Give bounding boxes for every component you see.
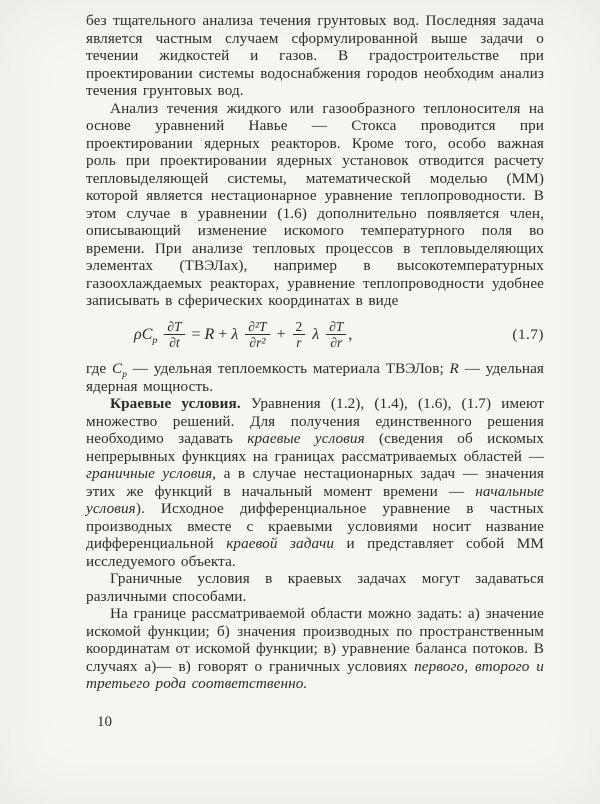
paragraph-boundary-methods: Граничные условия в краевых задачах могут задаваться различными способами.: [86, 570, 544, 605]
eq-plus-operator: +: [276, 325, 286, 343]
eq-f2-numerator: ∂²T: [245, 319, 269, 336]
paragraph-boundary-types: На границе рассматриваемой области можно задать: а) значение искомой функции; б) значения производных по пространственным координатам от искомой функции; в) уравнение баланса потоков. В случаях а)— в) говорят о граничных условиях первого, второго и третьего рода соответственно.: [86, 605, 545, 693]
equation-number: (1.7): [512, 325, 544, 343]
eq-fraction-2-r: [293, 319, 306, 352]
eq-rhs-head: = R + λ: [191, 325, 239, 343]
paragraph-boundary-conditions: Краевые условия. Уравнения (1.2), (1.4), (1.6), (1.7) имеют множество решений. Для получения единственного решения необходимо задавать краевые условия (сведения об искомых непрерывных функциях на границах рассматриваемых областей — граничные условия, а в случае нестационарных задач — значения этих же функций в начальный момент времени — начальные условия). Исходное дифференциальное уравнение в частных производных вместе с краевыми условиями носит название дифференциальной краевой задачи и представляет собой ММ исследуемого объекта.: [86, 395, 545, 570]
eq-f1-numerator: ∂T: [164, 319, 184, 336]
eq-fraction-dT-dr: [326, 319, 346, 352]
equation-1-7: [134, 319, 352, 352]
eq-f3-numerator: 2: [293, 319, 306, 336]
equation-row: [86, 310, 544, 361]
paragraph-coolant-analysis: Анализ течения жидкого или газообразного теплоносителя на основе уравнений Навье — Стокса проводится при проектировании ядерных реакторов. Кроме того, особо важная роль при проектировании ядерных установок отводится расчету тепловыделяющей системы, математической моделью (ММ) которой является нестационарное уравнение теплопроводности. В этом случае в уравнении (1.6) дополнительно появляется член, описывающий изменение искомого температурного поля во времени. При анализе тепловых процессов в тепловыделяющих элементах (ТВЭЛах), например в высокотемпературных газоохлаждаемых реакторах, уравнение теплопроводности удобнее записывать в сферических координатах в виде: [86, 99, 544, 309]
paragraph-groundwater: без тщательного анализа течения грунтовых вод. Последняя задача является частным случаем сформулированной выше задачи о течении жидкостей и газов. В градостроительстве при проектировании системы водоснабжения городов необходим анализ течения грунтовых вод.: [86, 12, 544, 99]
eq-f3-denominator: r: [296, 335, 302, 351]
eq-f4-numerator: ∂T: [326, 319, 346, 336]
page-number: 10: [97, 714, 112, 730]
eq-f1-denominator: ∂t: [169, 335, 180, 351]
paragraph-where-definitions: где $C_p$ — удельная теплоемкость материала ТВЭЛов; R — удельная ядерная мощность.: [86, 360, 544, 395]
eq-f2-denominator: ∂r²: [249, 335, 266, 351]
eq-lhs-coefficient: $\rho C_p$: [134, 325, 158, 347]
eq-f4-denominator: ∂r: [330, 335, 343, 351]
eq-comma: ,: [348, 325, 353, 343]
eq-lambda: λ: [312, 325, 320, 343]
eq-fraction-dT-dt: [164, 319, 184, 352]
eq-fraction-d2T-dr2: [245, 319, 269, 352]
